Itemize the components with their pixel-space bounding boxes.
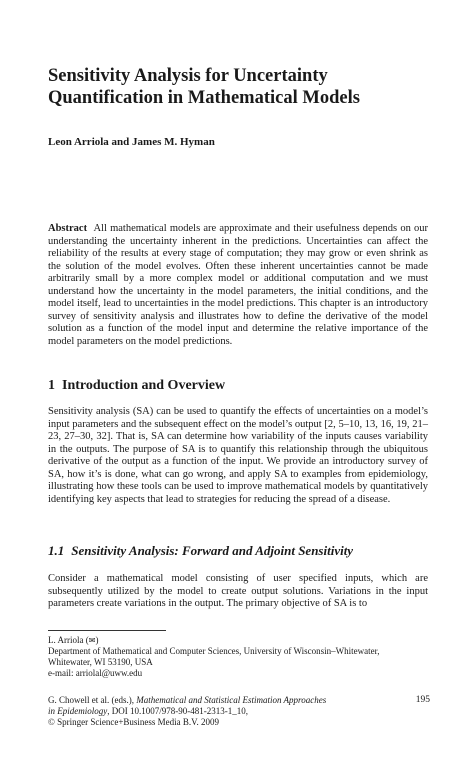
subsection-paragraph: Consider a mathematical model consisting of user specified inputs, which are subsequently utilized by the model to create output solutions. Variations in the input parameters create variations in the output. The primary objective of SA is to (48, 573, 428, 609)
subsection-heading (48, 543, 353, 559)
footer-line-1 (48, 695, 380, 706)
paper-title-line-1: Sensitivity Analysis for Uncertainty (48, 66, 328, 86)
footnote-email: e-mail: arriolal@uww.edu (48, 668, 143, 678)
paper-title (48, 65, 448, 109)
footer-book-title-1: Mathematical and Statistical Estimation Approaches (136, 695, 327, 705)
footer-editors: G. Chowell et al. (eds.), (48, 695, 137, 705)
abstract (48, 223, 428, 348)
footer-line-2 (48, 706, 380, 717)
subsection-title: Sensitivity Analysis: Forward and Adjoint Sensitivity (71, 543, 354, 558)
footnote-divider (48, 630, 166, 631)
section-title: Introduction and Overview (62, 378, 226, 393)
paper-title-line-2: Quantification in Mathematical Models (48, 88, 360, 108)
section-number: 1 (48, 378, 55, 393)
publication-footer (48, 695, 380, 728)
footnote-author-line: L. Arriola (✉) (48, 635, 99, 645)
footer-book-title-2: in Epidemiology (48, 706, 108, 716)
subsection-number: 1.1 (48, 543, 65, 558)
abstract-label: Abstract (48, 223, 88, 234)
footnote-author: L. Arriola (48, 635, 84, 645)
footer-doi: , DOI 10.1007/978-90-481-2313-1_10, (107, 706, 248, 716)
section-heading (48, 378, 225, 394)
abstract-text: All mathematical models are approximate and their usefulness depends on our understanding the uncertainty inherent in the predictions. Uncertainties can affect the reliability of the results at every stage of computation; they may grow or even shrink as the solution of the model evolves. Often these inherent uncertainties cannot be made arbitrarily small by a more complex model or additional computation and we must understand how the uncertainty in the model parameters, the initial conditions, and the model itself, lead to uncertainties in the model predictions. This chapter is an introductory survey of sensitivity analysis and illustrates how to define the derivative of the model solution as a function of the model input and determine the relative importance of the model parameters on the model predictions. (48, 223, 429, 347)
author-list: Leon Arriola and James M. Hyman (48, 136, 215, 148)
author-footnote (48, 635, 428, 679)
footer-copyright: © Springer Science+Business Media B.V. 2009 (48, 717, 219, 727)
page-number: 195 (415, 695, 430, 705)
envelope-icon: ✉ (88, 636, 96, 645)
footnote-affiliation-line-2: Whitewater, WI 53190, USA (48, 657, 153, 667)
footnote-affiliation-line-1: Department of Mathematical and Computer Sciences, University of Wisconsin–Whitewater, (48, 646, 380, 656)
introduction-paragraph: Sensitivity analysis (SA) can be used to quantify the effects of uncertainties on a model’s input parameters and the subsequent effect on the model’s output [2, 5–10, 13, 16, 19, 21–23, 27–30, 32]. That is, SA can determine how variability of the inputs causes variability in the outputs. The purpose of SA is to quantify this relationship through the ubiquitous derivative of the output as a function of the input. We provide an introductory survey of SA, how it’s is done, what can go wrong, and apply SA to examples from epidemiology, illustrating how these tools can be used to improve mathematical models by quantitatively identifying key aspects that lead to strategies for reducing the spread of a disease. (48, 406, 428, 505)
